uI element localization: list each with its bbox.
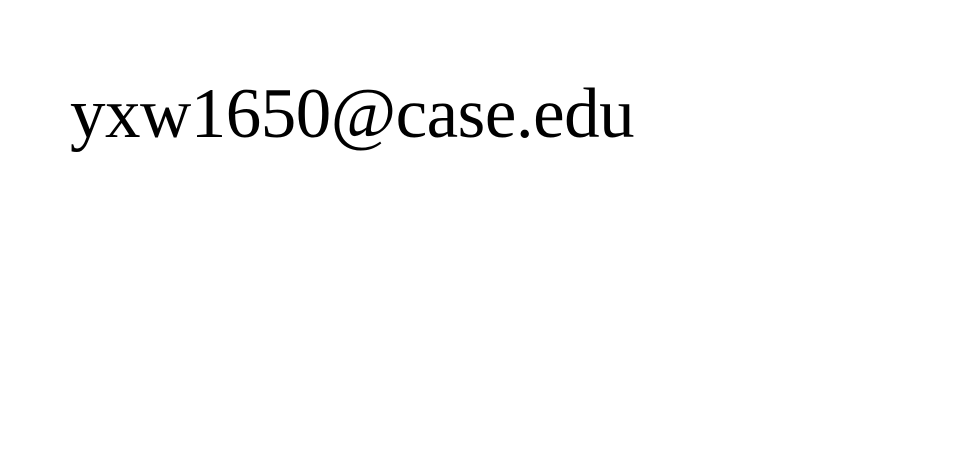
email-address-text: yxw1650@case.edu xyxy=(70,75,635,153)
